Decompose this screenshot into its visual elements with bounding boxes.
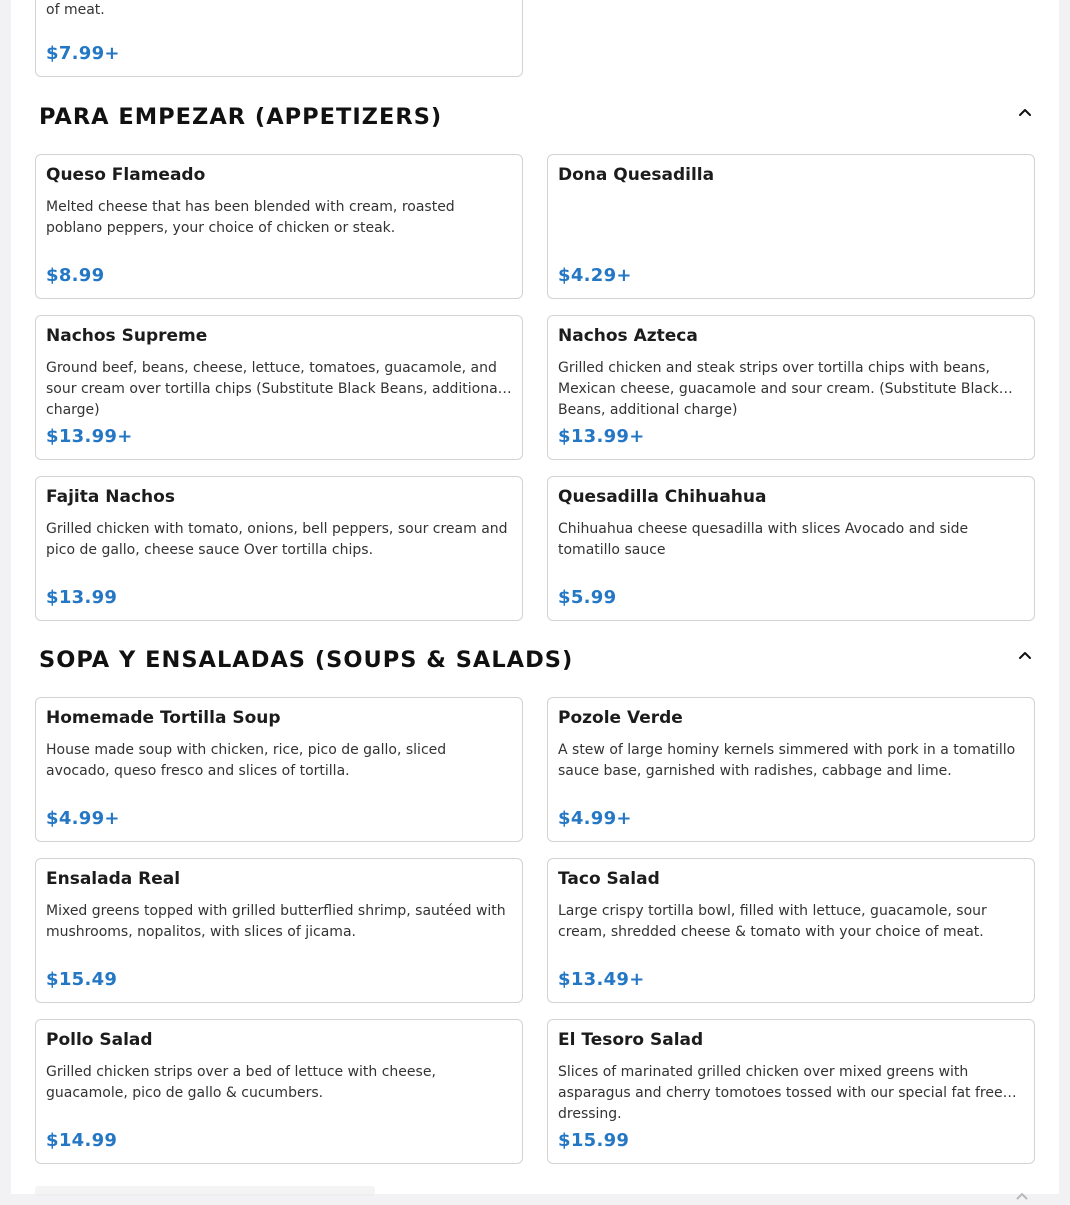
- menu-item-name: Quesadilla Chihuahua: [558, 487, 767, 507]
- menu-item-card[interactable]: [35, 0, 523, 77]
- menu-item-card[interactable]: [35, 476, 523, 621]
- menu-item-name: Ensalada Real: [46, 869, 181, 889]
- menu-item-description: Ground beef, beans, cheese, lettuce, tomatoes, guacamole, and sour cream over tortilla chips (Substitute Black Beans, additional charge): [46, 360, 502, 418]
- section-title-appetizers: PARA EMPEZAR (APPETIZERS): [39, 104, 443, 130]
- menu-item-description: House made soup with chicken, rice, pico de gallo, sliced avocado, queso fresco and slices of tortilla.: [46, 742, 447, 779]
- menu-item-card[interactable]: [547, 154, 1035, 299]
- menu-item-name: Pollo Salad: [46, 1030, 153, 1050]
- menu-item-price: $4.29+: [558, 265, 632, 286]
- menu-item-name: Pozole Verde: [558, 708, 683, 728]
- menu-item-description: Grilled chicken with tomato, onions, bell peppers, sour cream and pico de gallo, cheese sauce Over tortilla chips.: [46, 521, 508, 558]
- menu-item-name: El Tesoro Salad: [558, 1030, 704, 1050]
- menu-item-description: Large crispy tortilla bowl, filled with lettuce, guacamole, sour cream, shredded cheese & tomato with your choice of meat.: [558, 903, 987, 940]
- menu-page: [11, 0, 1059, 1194]
- menu-item-card[interactable]: [547, 315, 1035, 460]
- menu-item-price: $13.99: [46, 587, 118, 608]
- chevron-up-icon[interactable]: [1015, 645, 1035, 665]
- menu-item-description: Melted cheese that has been blended with cream, roasted poblano peppers, your choice of chicken or steak.: [46, 199, 455, 236]
- menu-item-description: Grilled chicken strips over a bed of lettuce with cheese, guacamole, pico de gallo & cucumbers.: [46, 1064, 436, 1101]
- section-title-soups-salads: SOPA Y ENSALADAS (SOUPS & SALADS): [39, 647, 574, 673]
- menu-item-price: $15.49: [46, 969, 118, 990]
- menu-item-description: of meat.: [46, 2, 105, 18]
- menu-item-card[interactable]: [35, 697, 523, 842]
- menu-item-card[interactable]: [547, 1019, 1035, 1164]
- menu-item-description: Chihuahua cheese quesadilla with slices Avocado and side tomatillo sauce: [558, 521, 969, 558]
- menu-item-name: Nachos Supreme: [46, 326, 208, 346]
- menu-item-price: $4.99+: [46, 808, 120, 829]
- menu-item-name: Taco Salad: [558, 869, 660, 889]
- chevron-up-icon[interactable]: [1015, 102, 1035, 122]
- menu-item-card[interactable]: [35, 858, 523, 1003]
- menu-item-card[interactable]: [35, 315, 523, 460]
- menu-item-card[interactable]: [547, 858, 1035, 1003]
- menu-item-description: Mixed greens topped with grilled butterflied shrimp, sautéed with mushrooms, nopalitos, with slices of jicama.: [46, 903, 506, 940]
- menu-item-price: $8.99: [46, 265, 105, 286]
- menu-item-card[interactable]: [35, 154, 523, 299]
- menu-item-price: $4.99+: [558, 808, 632, 829]
- menu-item-price: $15.99: [558, 1130, 630, 1151]
- menu-item-name: Homemade Tortilla Soup: [46, 708, 281, 728]
- menu-item-name: Dona Quesadilla: [558, 165, 715, 185]
- menu-item-price: $13.99+: [558, 426, 645, 447]
- menu-item-price: $13.49+: [558, 969, 645, 990]
- menu-item-name: Fajita Nachos: [46, 487, 175, 507]
- menu-item-card[interactable]: [547, 476, 1035, 621]
- menu-item-name: Nachos Azteca: [558, 326, 698, 346]
- menu-item-price: $5.99: [558, 587, 617, 608]
- menu-item-card[interactable]: [547, 697, 1035, 842]
- next-section-title-peek: [35, 1186, 375, 1196]
- menu-item-description: [558, 197, 1024, 239]
- menu-item-card[interactable]: [35, 1019, 523, 1164]
- menu-item-name: Queso Flameado: [46, 165, 206, 185]
- menu-item-price: $13.99+: [46, 426, 133, 447]
- menu-item-price: $7.99+: [46, 43, 120, 64]
- menu-item-description: Slices of marinated grilled chicken over mixed greens with asparagus and cherry tomotoes tossed with our special fat free dressing.: [558, 1064, 1003, 1122]
- menu-item-price: $14.99: [46, 1130, 118, 1151]
- menu-item-description: Grilled chicken and steak strips over tortilla chips with beans, Mexican cheese, guacamole and sour cream. (Substitute Black Beans, additional charge): [558, 360, 999, 418]
- chevron-up-icon[interactable]: [1015, 1186, 1029, 1196]
- menu-item-description: A stew of large hominy kernels simmered with pork in a tomatillo sauce base, garnished with radishes, cabbage and lime.: [558, 742, 1016, 779]
